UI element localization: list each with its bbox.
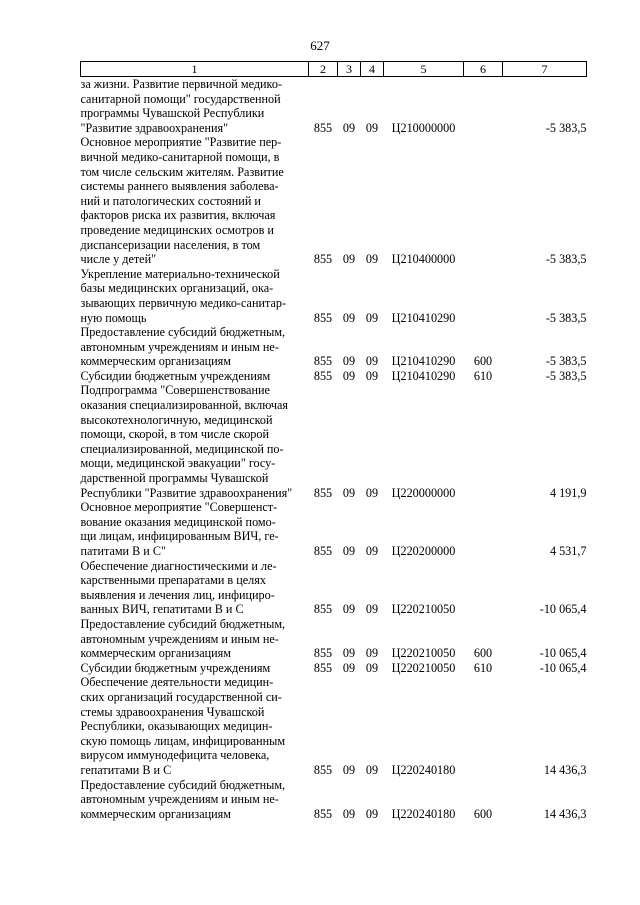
row-expense-type [464, 267, 503, 325]
header-col-4: 4 [361, 62, 384, 77]
row-expense-type: 610 [473, 368, 493, 383]
row-subsection-code: 09 [365, 660, 379, 675]
row-section-code: 09 [342, 806, 356, 821]
table-body [81, 77, 587, 822]
row-expense-type [464, 77, 503, 136]
row-expense-type: 600 [473, 806, 493, 821]
row-ministry-code: 855 [313, 660, 333, 675]
table-row [81, 778, 587, 822]
row-name: Укрепление материально-технической базы медицинских организаций, ока- зывающих первичную медико-санитар- ную помощь [80, 266, 287, 325]
row-target-article: Ц220000000 [391, 485, 456, 500]
row-amount: -5 383,5 [545, 310, 587, 325]
row-subsection-code: 09 [365, 120, 379, 135]
row-target-article: Ц220240180 [391, 762, 456, 777]
row-section-code: 09 [342, 368, 356, 383]
row-ministry-code: 855 [313, 485, 333, 500]
table-row [81, 661, 587, 676]
row-amount: -5 383,5 [545, 252, 587, 267]
row-expense-type: 610 [473, 660, 493, 675]
row-target-article: Ц210410290 [391, 368, 456, 383]
row-name: Подпрограмма "Совершенствование оказания специализированной, включая высокотехнологичную, медицинской помощи, скорой, в том числе скорой специализированной, медицинской по- мощи, медицинской эвакуации" госу- дарственной программы Чувашской Республики "Развитие здравоохранения" [80, 383, 293, 500]
row-target-article: Ц220240180 [391, 806, 456, 821]
row-subsection-code: 09 [365, 544, 379, 558]
row-ministry-code: 855 [313, 120, 333, 135]
table-row [81, 617, 587, 661]
row-ministry-code: 855 [313, 762, 333, 777]
header-col-5: 5 [384, 62, 464, 77]
row-ministry-code: 855 [313, 602, 333, 617]
row-target-article: Ц210410290 [391, 354, 456, 369]
row-target-article: Ц220210050 [391, 646, 456, 661]
row-amount: -5 383,5 [545, 368, 587, 383]
header-col-6: 6 [464, 62, 503, 77]
row-ministry-code: 855 [313, 806, 333, 821]
row-expense-type: 600 [473, 354, 493, 369]
row-section-code: 09 [342, 646, 356, 661]
header-col-1: 1 [81, 62, 309, 77]
row-amount: -5 383,5 [545, 354, 587, 369]
table-row [81, 135, 587, 266]
row-amount: 14 436,3 [543, 806, 587, 821]
header-col-3: 3 [338, 62, 361, 77]
row-subsection-code: 09 [365, 602, 379, 617]
row-name: Субсидии бюджетным учреждениям [80, 368, 271, 383]
header-row [81, 62, 587, 77]
row-expense-type [464, 500, 503, 558]
row-amount: -5 383,5 [545, 120, 587, 135]
row-expense-type: 600 [473, 646, 493, 661]
row-ministry-code: 855 [313, 354, 333, 369]
row-section-code: 09 [342, 120, 356, 135]
row-amount: -10 065,4 [539, 602, 587, 617]
table-row [81, 77, 587, 136]
row-subsection-code: 09 [365, 806, 379, 821]
row-name: Предоставление субсидий бюджетным, автономным учреждениям и иным не- коммерческим организациям [80, 616, 286, 661]
table-row [81, 500, 587, 558]
row-name: Основное мероприятие "Развитие пер- вичной медико-санитарной помощи, в том числе сельским жителям. Развитие системы раннего выявления заболева- ний и патологических состояний и факторов риска их развития, включая проведение медицинских осмотров и диспансеризации населения, в том числе у детей" [80, 135, 284, 267]
row-subsection-code: 09 [365, 310, 379, 325]
row-target-article: Ц210410290 [391, 310, 456, 325]
row-target-article: Ц220210050 [391, 660, 456, 675]
row-subsection-code: 09 [365, 646, 379, 661]
row-subsection-code: 09 [365, 354, 379, 369]
row-ministry-code: 855 [313, 544, 333, 558]
row-section-code: 09 [342, 762, 356, 777]
row-amount: 4 531,7 [549, 544, 587, 558]
row-amount: -10 065,4 [539, 646, 587, 661]
row-expense-type [464, 135, 503, 266]
header-col-7: 7 [503, 62, 587, 77]
row-subsection-code: 09 [365, 485, 379, 500]
row-name: Предоставление субсидий бюджетным, автономным учреждениям и иным не- коммерческим организациям [80, 777, 286, 821]
row-target-article: Ц220210050 [391, 602, 456, 617]
row-section-code: 09 [342, 354, 356, 369]
row-ministry-code: 855 [313, 310, 333, 325]
table-row [81, 325, 587, 369]
row-name: Основное мероприятие "Совершенст- вование оказания медицинской помо- щи лицам, инфицированным ВИЧ, ге- патитами В и С" [80, 500, 279, 558]
row-expense-type [464, 383, 503, 500]
budget-table [80, 61, 587, 821]
table-row [81, 675, 587, 777]
row-target-article: Ц210400000 [391, 252, 456, 267]
row-name: Обеспечение диагностическими и ле- карственными препаратами в целях выявления и лечения лиц, инфициро- ванных ВИЧ, гепатитами В и С [80, 558, 277, 617]
table-header [81, 62, 587, 77]
row-target-article: Ц220200000 [391, 544, 456, 558]
row-name: Обеспечение деятельности медицин- ских организаций государственной си- стемы здравоохранения Чувашской Республики, оказывающих медицин- скую помощь лицам, инфицированным вирусом иммунодефицита человека, гепатитами В и С [80, 675, 286, 777]
row-section-code: 09 [342, 310, 356, 325]
page-number: 627 [310, 38, 330, 53]
row-expense-type [464, 559, 503, 617]
row-amount: 14 436,3 [543, 762, 587, 777]
header-col-2: 2 [309, 62, 338, 77]
row-subsection-code: 09 [365, 252, 379, 267]
row-section-code: 09 [342, 252, 356, 267]
row-name: за жизни. Развитие первичной медико- санитарной помощи" государственной программы Чувашской Республики "Развитие здравоохранения" [80, 77, 283, 135]
row-ministry-code: 855 [313, 368, 333, 383]
row-subsection-code: 09 [365, 762, 379, 777]
row-section-code: 09 [342, 544, 356, 558]
row-subsection-code: 09 [365, 368, 379, 383]
row-amount: 4 191,9 [549, 485, 587, 500]
row-name: Субсидии бюджетным учреждениям [80, 660, 271, 675]
row-amount: -10 065,4 [539, 660, 587, 675]
table-row [81, 369, 587, 384]
row-section-code: 09 [342, 602, 356, 617]
table-row [81, 383, 587, 500]
table-row [81, 267, 587, 325]
row-target-article: Ц210000000 [391, 120, 456, 135]
row-ministry-code: 855 [313, 252, 333, 267]
row-ministry-code: 855 [313, 646, 333, 661]
table-row [81, 559, 587, 617]
row-name: Предоставление субсидий бюджетным, автономным учреждениям и иным не- коммерческим организациям [80, 325, 286, 369]
row-expense-type [464, 675, 503, 777]
row-section-code: 09 [342, 485, 356, 500]
row-section-code: 09 [342, 660, 356, 675]
